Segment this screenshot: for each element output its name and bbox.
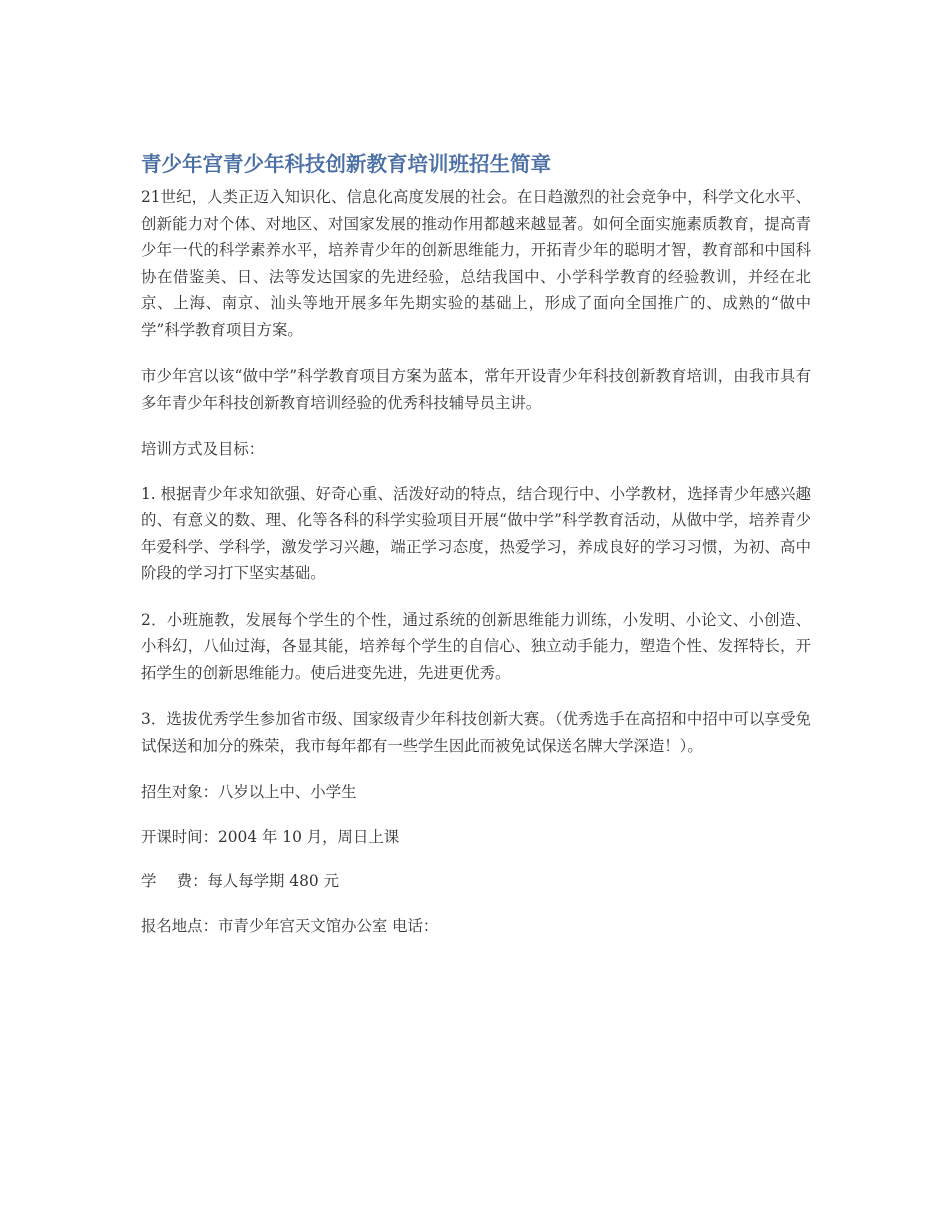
paragraph-goal-1: 1. 根据青少年求知欲强、好奇心重、活泼好动的特点，结合现行中、小学教材，选择青少年感兴趣的、有意义的数、理、化等各科的科学实验项目开展“做中学”科学教育活动，从做中学，培养青少年爱科学、学科学，激发学习兴趣，端正学习态度，热爱学习，养成良好的学习习惯，为初、高中阶段的学习打下坚实基础。: [141, 484, 811, 582]
paragraph-goal-3: 3．选拔优秀学生参加省市级、国家级青少年科技创新大赛。（优秀选手在高招和中招中可以享受免试保送和加分的殊荣，我市每年都有一些学生因此而被免试保送名牌大学深造！）。: [141, 710, 811, 755]
paragraph-goal-2: 2．小班施教，发展每个学生的个性，通过系统的创新思维能力训练，小发明、小论文、小创造、小科幻，八仙过海，各显其能，培养每个学生的自信心、独立动手能力，塑造个性、发挥特长，开拓学生的创新思维能力。使后进变先进，先进更优秀。: [141, 610, 811, 682]
paragraph-program: 市少年宫以该“做中学”科学教育项目方案为蓝本，常年开设青少年科技创新教育培训，由我市具有多年青少年科技创新教育培训经验的优秀科技辅导员主讲。: [141, 367, 811, 412]
paragraph-intro: 21世纪，人类正迈入知识化、信息化高度发展的社会。在日趋激烈的社会竞争中，科学文化水平、创新能力对个体、对地区、对国家发展的推动作用都越来越显著。如何全面实施素质教育，提高青少年一代的科学素养水平，培养青少年的创新思维能力，开拓青少年的聪明才智，教育部和中国科协在借鉴美、日、法等发达国家的先进经验，总结我国中、小学科学教育的经验教训，并经在北京、上海、南京、汕头等地开展多年先期实验的基础上，形成了面向全国推广的、成熟的“做中学”科学教育项目方案。: [141, 188, 811, 339]
course-start-time: 开课时间：2004 年 10 月，周日上课: [141, 827, 400, 846]
paragraph-methods-heading: 培训方式及目标：: [141, 440, 265, 458]
tuition-fee: 学 费：每人每学期 480 元: [141, 872, 339, 890]
enrollment-target: 招生对象：八岁以上中、小学生: [141, 783, 357, 801]
document-page: [141, 148, 811, 957]
document-title: 青少年宫青少年科技创新教育培训班招生简章: [141, 152, 551, 176]
registration-location: 报名地点：市青少年宫天文馆办公室 电话：: [141, 916, 439, 935]
